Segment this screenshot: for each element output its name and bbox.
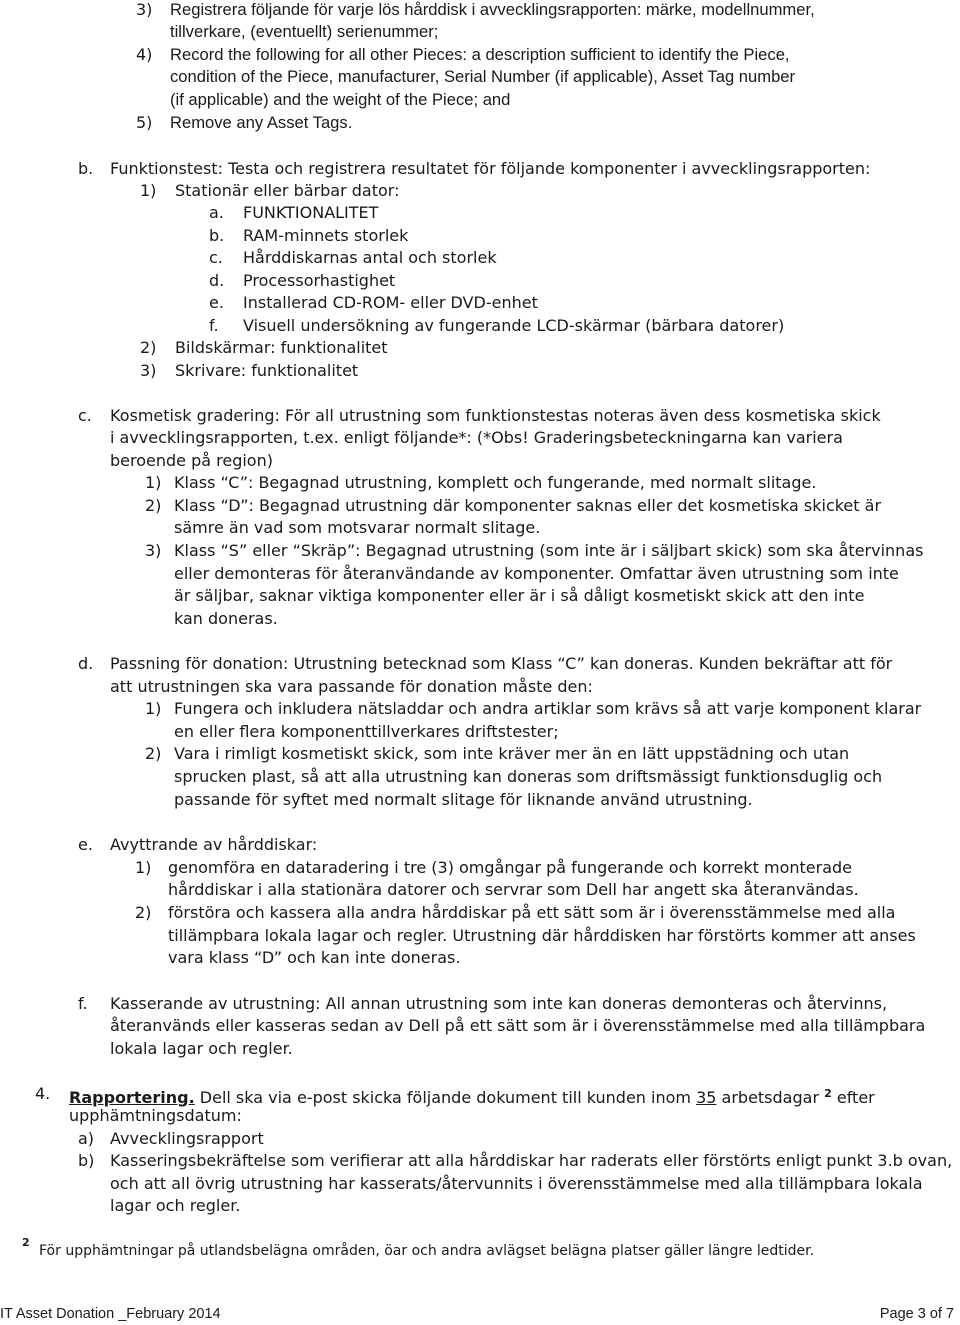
text-line: Vara i rimligt kosmetiskt skick, som inte kräver mer än en lätt uppstädning och utan [174,744,850,763]
sub-item: Installerad CD-ROM- eller DVD-enhet [243,293,538,312]
text-line: Klass “C”: Begagnad utrustning, komplett och fungerande, med normalt slitage. [174,473,817,492]
text-line: Kasserande av utrustning: All annan utrustning som inte kan doneras demonteras och återvinns, [110,994,888,1013]
section-number: 4. [35,1084,51,1103]
list-number: 2) [145,496,162,515]
text-line: tillämpbara lokala lagar och regler. Utrustning där hårddisken har förstörts kommer att anses [168,926,916,945]
footer-title: IT Asset Donation _February 2014 [0,1306,221,1322]
sub-item: Hårddiskarnas antal och storlek [243,248,497,267]
days-value: 35 [696,1088,717,1107]
text-line: Remove any Asset Tags. [170,113,353,132]
list-number: 1) [135,858,152,877]
text-line: Avyttrande av hårddiskar: [110,835,318,854]
list-number: 3) [140,361,157,380]
text-fragment: efter [831,1088,875,1107]
page-number: Page 3 of 7 [879,1306,954,1322]
text-line: Fungera och inkludera nätsladdar och andra artiklar som krävs så att varje komponent klarar [174,699,922,718]
section-letter: e. [78,835,93,854]
sub-item: FUNKTIONALITET [243,203,379,222]
text-line: condition of the Piece, manufacturer, Serial Number (if applicable), Asset Tag number [170,67,796,86]
section-letter: b. [78,159,94,178]
footnote-marker: 2 [22,1236,30,1249]
text-line: sämre än vad som motsvarar normalt slitage. [174,518,541,537]
text-line: eller demonteras för återanvändande av komponenter. Omfattar även utrustning som inte [174,564,899,583]
sub-letter: a. [209,203,224,222]
sub-item: Visuell undersökning av fungerande LCD-skärmar (bärbara datorer) [243,316,785,335]
section-heading: Funktionstest: Testa och registrera resultatet för följande komponenter i avvecklingsrapporten: [110,159,871,178]
text-line: Kasseringsbekräftelse som verifierar att alla hårddiskar har raderats eller förstörts enligt punkt 3.b ovan, [110,1151,953,1170]
footnote-ref: 2 [824,1087,832,1100]
text-line: Avvecklingsrapport [110,1129,264,1148]
text-line: Klass “S” eller “Skräp”: Begagnad utrustning (som inte är i säljbart skick) som ska återvinnas [174,541,924,560]
text-line: Skrivare: funktionalitet [175,361,359,380]
list-number: 2) [140,338,157,357]
text-line: att utrustningen ska vara passande för donation måste den: [110,677,593,696]
text-line: (if applicable) and the weight of the Piece; and [170,90,511,109]
section-letter: c. [78,406,92,425]
list-number: 1) [145,473,162,492]
sub-item: Processorhastighet [243,271,396,290]
section-heading: Rapportering. [69,1088,195,1107]
sub-letter: f. [209,316,219,335]
text-line: kan doneras. [174,609,278,628]
text-line: tillverkare, (eventuellt) serienummer; [170,22,439,41]
text-line: Klass “D”: Begagnad utrustning där komponenter saknas eller det kosmetiska skicket är [174,496,882,515]
section-letter: f. [78,994,88,1013]
list-number: 1) [145,699,162,718]
text-line: lokala lagar och regler. [110,1039,293,1058]
text-line: vara klass “D” och kan inte doneras. [168,948,461,967]
text-line: återanvänds eller kasseras sedan av Dell på ett sätt som är i överensstämmelse med alla tillämpbara [110,1016,926,1035]
list-number: 2) [135,903,152,922]
sub-letter: b. [209,226,225,245]
text-line: Record the following for all other Pieces: a description sufficient to identify the Piece, [170,45,790,64]
sub-item: RAM-minnets storlek [243,226,409,245]
text-line: lagar och regler. [110,1196,241,1215]
text-line: hårddiskar i alla stationära datorer och servrar som Dell har angett ska återanvändas. [168,880,859,899]
text-line: Registrera följande för varje lös hårddisk i avvecklingsrapporten: märke, modellnummer, [170,0,815,19]
text-fragment: arbetsdagar [716,1088,825,1107]
sub-letter: c. [209,248,223,267]
list-number: 1) [140,181,157,200]
sub-letter: d. [209,271,225,290]
text-line: passande för syftet med normalt slitage för liknande använd utrustning. [174,790,753,809]
sub-letter: e. [209,293,224,312]
text-line: en eller flera komponenttillverkares driftstester; [174,722,559,741]
text-line: upphämtningsdatum: [69,1106,242,1125]
list-number: 4) [136,45,153,64]
section-letter: d. [78,654,94,673]
text-line: Stationär eller bärbar dator: [175,181,400,200]
list-number: 3) [145,541,162,560]
text-line: Kosmetisk gradering: För all utrustning som funktionstestas noteras även dess kosmetiska skick [110,406,881,425]
text-line: är säljbar, saknar viktiga komponenter eller är i så dåligt kosmetiskt skick att den inte [174,586,865,605]
text-line: sprucken plast, så att alla utrustning kan doneras som driftsmässigt funktionsduglig och [174,767,883,786]
list-number: 5) [136,113,153,132]
list-number: a) [78,1129,95,1148]
text-line: i avvecklingsrapporten, t.ex. enligt följande*: (*Obs! Graderingsbeteckningarna kan variera [110,428,843,447]
list-number: 2) [145,744,162,763]
text-line: och att all övrig utrustning har kasserats/återvunnits i överensstämmelse med alla tillämpbara lokala [110,1174,923,1193]
list-number: b) [78,1151,95,1170]
text-fragment: Dell ska via e-post skicka följande dokument till kunden inom [194,1088,697,1107]
text-line: Bildskärmar: funktionalitet [175,338,388,357]
text-line: beroende på region) [110,451,273,470]
text-line: genomföra en dataradering i tre (3) omgångar på fungerande och korrekt monterade [168,858,852,877]
list-number: 3) [136,0,153,19]
text-line: Passning för donation: Utrustning betecknad som Klass “C” kan doneras. Kunden bekräftar att för [110,654,893,673]
footnote-text: För upphämtningar på utlandsbelägna områden, öar och andra avlägset belägna platser gäller längre ledtider. [39,1243,815,1259]
text-line: förstöra och kassera alla andra hårddiskar på ett sätt som är i överensstämmelse med alla [168,903,896,922]
